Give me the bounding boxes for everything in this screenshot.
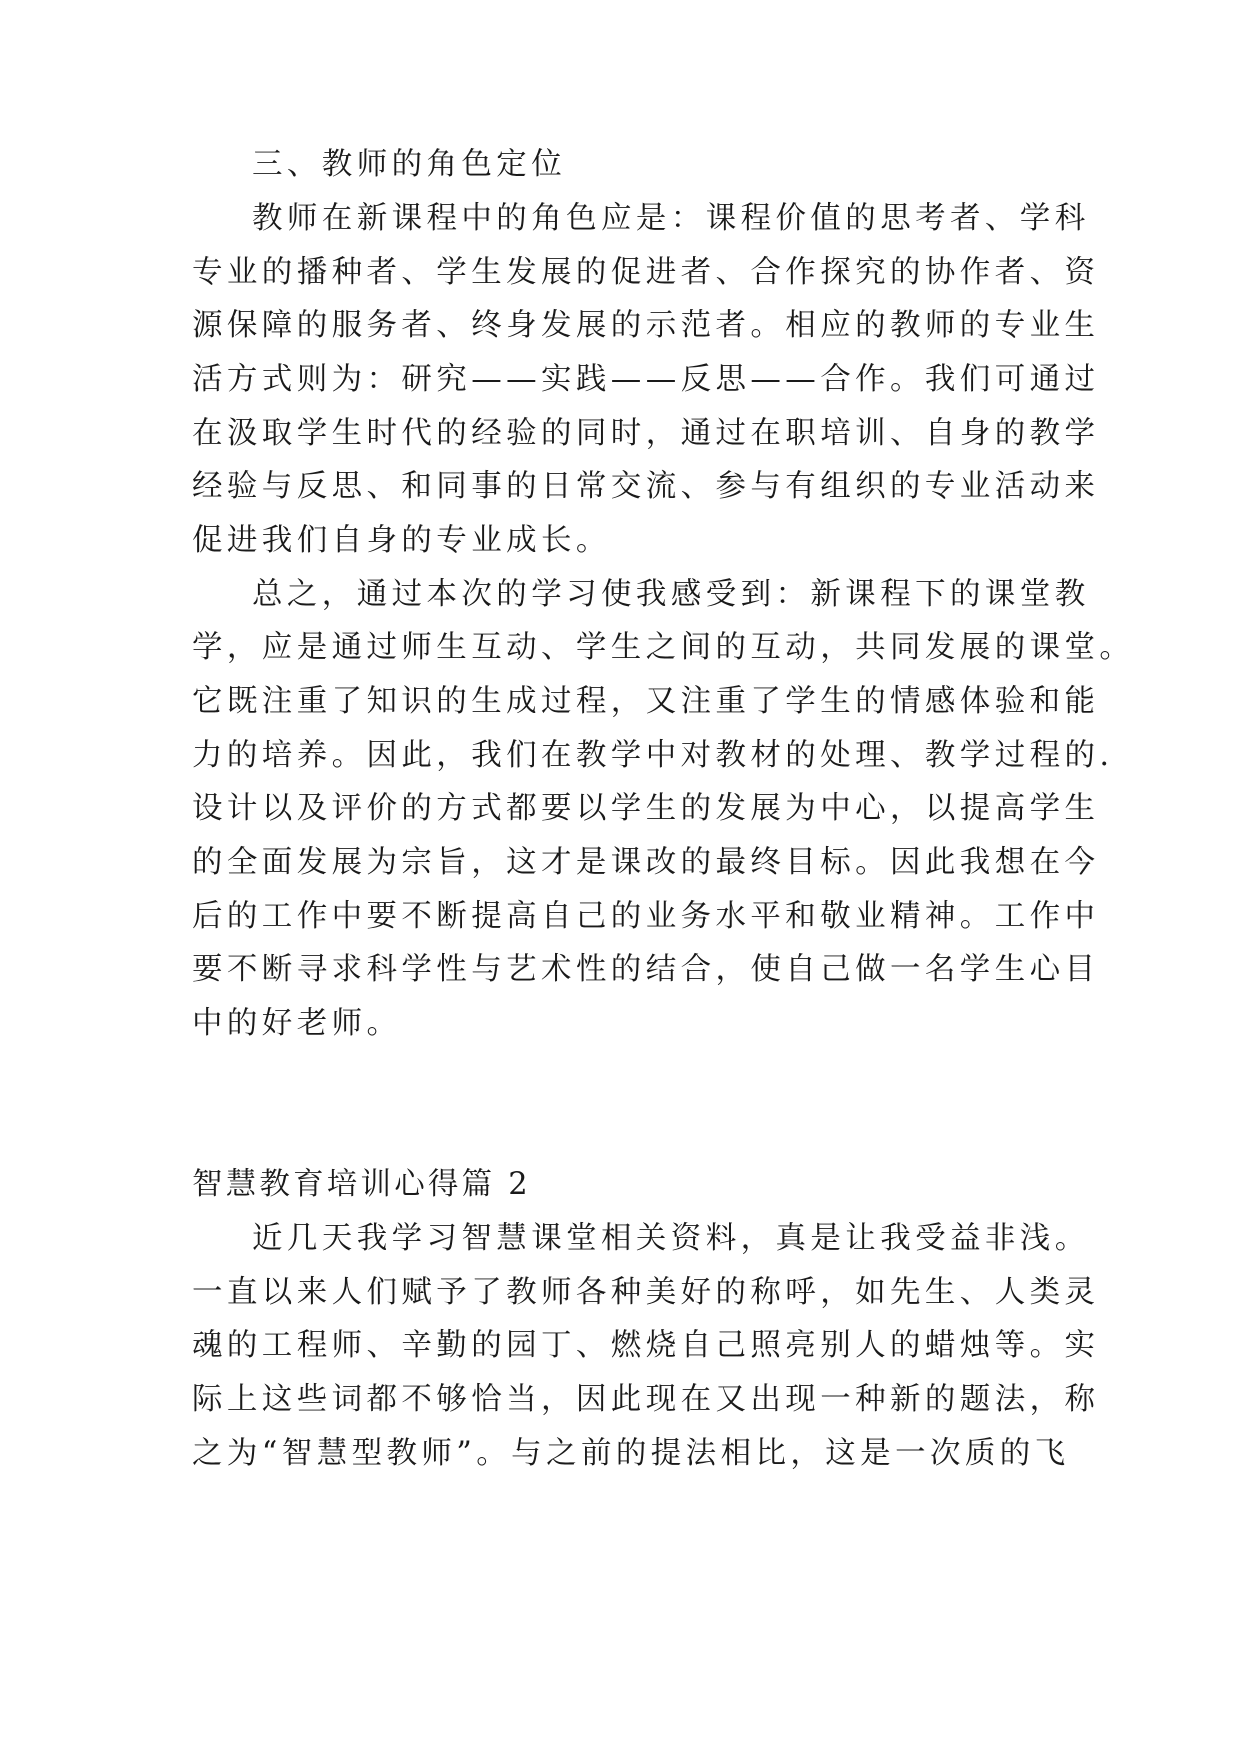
paragraph-line: 促进我们自身的专业成长。 [192, 523, 611, 558]
paragraph-line: 后的工作中要不断提高自己的业务水平和敬业精神。工作中 [192, 899, 1100, 934]
paragraph-line: 源保障的服务者、终身发展的示范者。相应的教师的专业生 [192, 308, 1100, 343]
paragraph-line: 之为“智慧型教师”。与之前的提法相比，这是一次质的飞 [192, 1436, 1070, 1471]
paragraph-line: 专业的播种者、学生发展的促进者、合作探究的协作者、资 [192, 255, 1100, 290]
paragraph-line: 力的培养。因此，我们在教学中对教材的处理、教学过程的. [192, 738, 1114, 773]
paragraph-line: 际上这些词都不够恰当，因此现在又出现一种新的题法，称 [192, 1382, 1100, 1417]
paragraph-line: 学，应是通过师生互动、学生之间的互动，共同发展的课堂。 [192, 630, 1135, 665]
paragraph-line: 中的好老师。 [192, 1006, 402, 1041]
paragraph-line: 总之，通过本次的学习使我感受到：新课程下的课堂教 [252, 577, 1090, 612]
paragraph-line: 魂的工程师、辛勤的园丁、燃烧自己照亮别人的蜡烛等。实 [192, 1328, 1100, 1363]
paragraph-line: 近几天我学习智慧课堂相关资料，真是让我受益非浅。 [252, 1221, 1090, 1256]
paragraph-line: 设计以及评价的方式都要以学生的发展为中心，以提高学生 [192, 791, 1100, 826]
paragraph-line: 的全面发展为宗旨，这才是课改的最终目标。因此我想在今 [192, 845, 1100, 880]
paragraph-line: 要不断寻求科学性与艺术性的结合，使自己做一名学生心目 [192, 952, 1100, 987]
article-title: 智慧教育培训心得篇 2 [192, 1167, 531, 1202]
paragraph-line: 经验与反思、和同事的日常交流、参与有组织的专业活动来 [192, 469, 1100, 504]
section-heading: 三、教师的角色定位 [252, 147, 567, 182]
paragraph-line: 教师在新课程中的角色应是：课程价值的思考者、学科 [252, 201, 1090, 236]
paragraph-line: 活方式则为：研究——实践——反思——合作。我们可通过 [192, 362, 1100, 397]
paragraph-line: 它既注重了知识的生成过程，又注重了学生的情感体验和能 [192, 684, 1100, 719]
paragraph-line: 一直以来人们赋予了教师各种美好的称呼，如先生、人类灵 [192, 1275, 1100, 1310]
paragraph-line: 在汲取学生时代的经验的同时，通过在职培训、自身的教学 [192, 416, 1100, 451]
